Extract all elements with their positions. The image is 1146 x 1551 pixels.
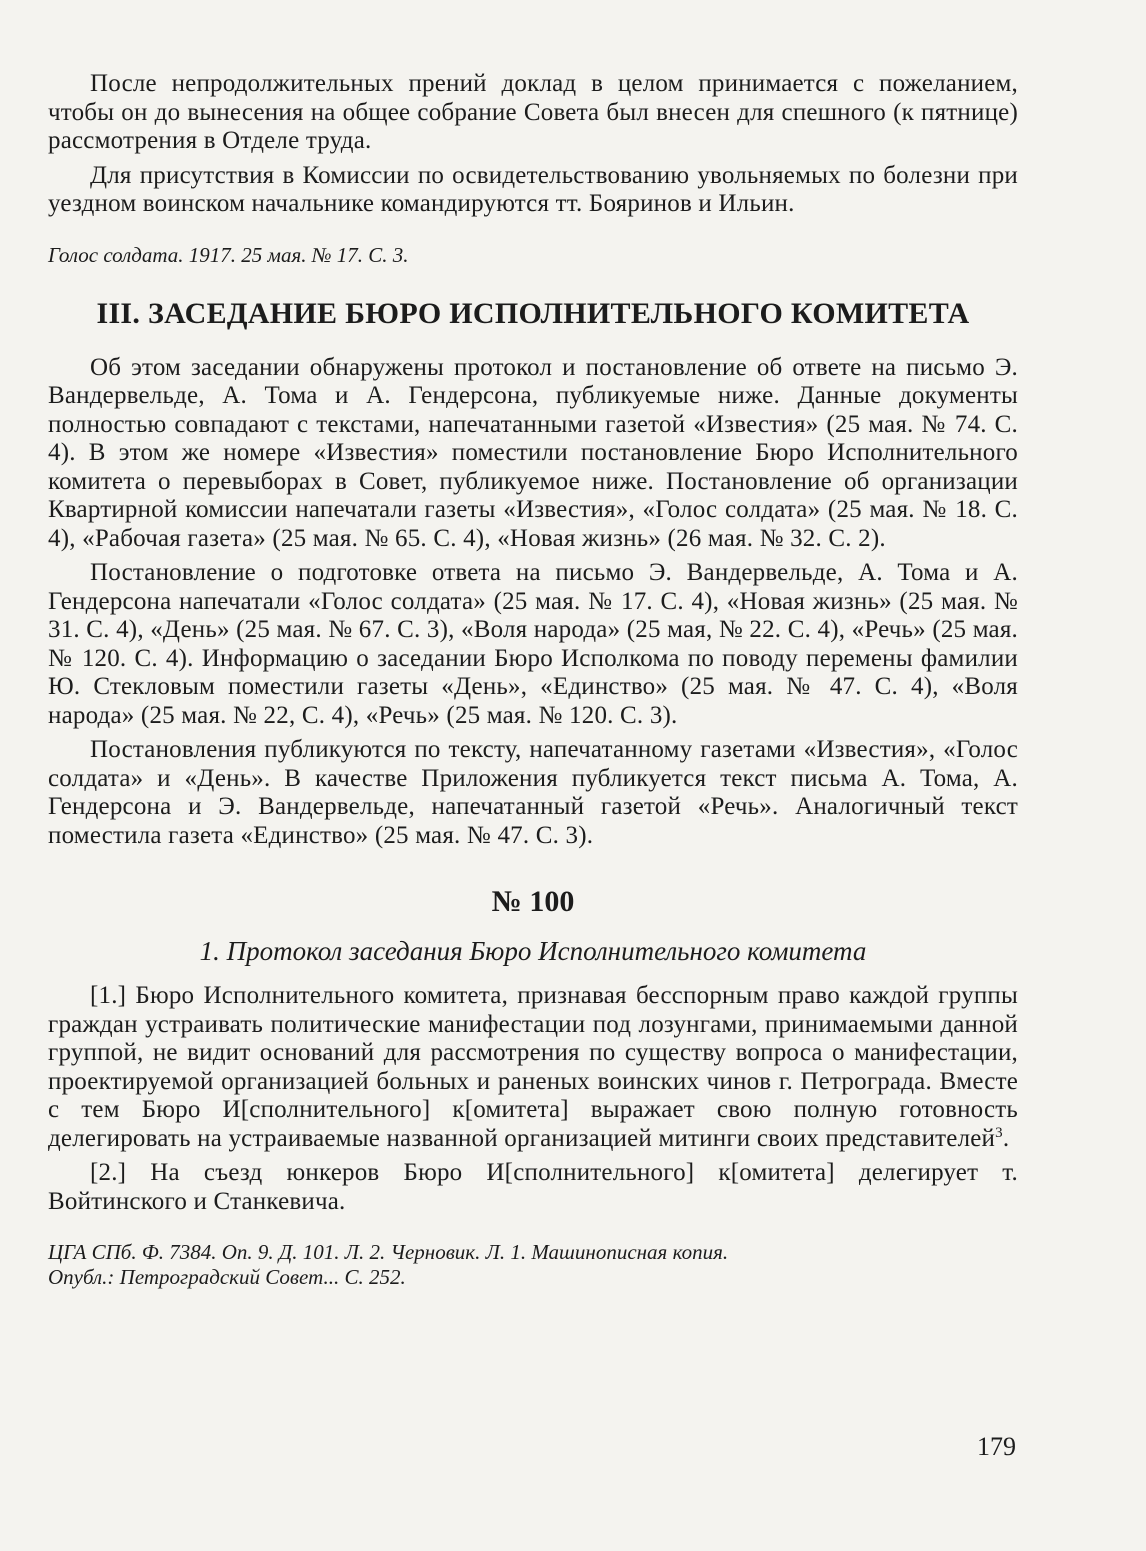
archive-source-citation: ЦГА СПб. Ф. 7384. Оп. 9. Д. 101. Л. 2. Черновик. Л. 1. Машинописная копия. [48,1240,729,1264]
intro-paragraph-2: Для присутствия в Комиссии по освидетельствованию увольняемых по болезни при уездном воинском начальнике командируются тт. Бояринов и Ильин. [48,161,1018,217]
page-number: 179 [977,1432,1016,1461]
section-paragraph-1: Об этом заседании обнаружены протокол и постановление об ответе на письмо Э. Вандервельде, А. Тома и А. Гендерсона, публикуемые ниже. Данные документы полностью совпадают с текстами, напечатанными газетой «Известия» (25 мая. № 74. С. 4). В этом же номере «Известия» поместили постановление Бюро Исполнительного комитета о перевыборах в Совет, публикуемое ниже. Постановление об организации Квартирной комиссии напечатали газеты «Известия», «Голос солдата» (25 мая. № 18. С. 4), «Рабочая газета» (25 мая. № 65. С. 4), «Новая жизнь» (26 мая. № 32. С. 2). [48,353,1018,552]
protocol-item-2: [2.] На съезд юнкеров Бюро И[сполнительного] к[омитета] делегирует т. Войтинского и Станкевича. [48,1159,1018,1215]
intro-source-citation: Голос солдата. 1917. 25 мая. № 17. С. 3. [48,242,409,267]
page-content [48,70,1018,1290]
document-number: № 100 [491,885,575,918]
protocol-item-1-end: . [1002,1124,1010,1152]
section-paragraph-2: Постановление о подготовке ответа на письмо Э. Вандервельде, А. Тома и А. Гендерсона напечатали «Голос солдата» (25 мая. № 17. С. 4), «Новая жизнь» (25 мая. № 31. С. 4), «День» (25 мая. № 67. С. 3), «Воля народа» (25 мая, № 22. С. 4), «Речь» (25 мая. № 120. С. 4). Информацию о заседании Бюро Исполкома по поводу перемены фамилии Ю. Стекловым поместили газеты «День», «Единство» (25 мая. № 47. С. 4), «Воля народа» (25 мая. № 22, С. 4), «Речь» (25 мая. № 120. С. 3). [48,559,1018,729]
section-paragraph-3: Постановления публикуются по тексту, напечатанному газетами «Известия», «Голос солдата» и «День». В качестве Приложения публикуется текст письма А. Тома, А. Гендерсона и Э. Вандервельде, напечатанный газетой «Речь». Аналогичный текст поместила газета «Единство» (25 мая. № 47. С. 3). [48,736,1018,849]
publication-source-citation: Опубл.: Петроградский Совет... С. 252. [48,1265,406,1289]
intro-paragraph-1: После непродолжительных прений доклад в целом принимается с пожеланием, чтобы он до вынесения на общее собрание Совета был внесен для спешного (к пятнице) рассмотрения в Отделе труда. [48,70,1018,154]
document-title: 1. Протокол заседания Бюро Исполнительного комитета [199,936,867,966]
protocol-item-1 [48,982,1018,1153]
protocol-item-1-text: [1.] Бюро Исполнительного комитета, признавая бесспорным право каждой группы граждан устраивать политические манифестации под лозунгами, принимаемыми данной группой, не видит оснований для рассмотрения по существу вопроса о манифестации, проектируемой организацией больных и раненых воинских чинов г. Петрограда. Вместе с тем Бюро И[сполнительного] к[омитета] выражает свою полную готовность делегировать на устраиваемые названной организацией митинги своих представителей [48,982,1018,1152]
footnote-reference: 3 [995,1124,1003,1141]
section-heading: III. ЗАСЕДАНИЕ БЮРО ИСПОЛНИТЕЛЬНОГО КОМИТЕТА [96,296,970,330]
